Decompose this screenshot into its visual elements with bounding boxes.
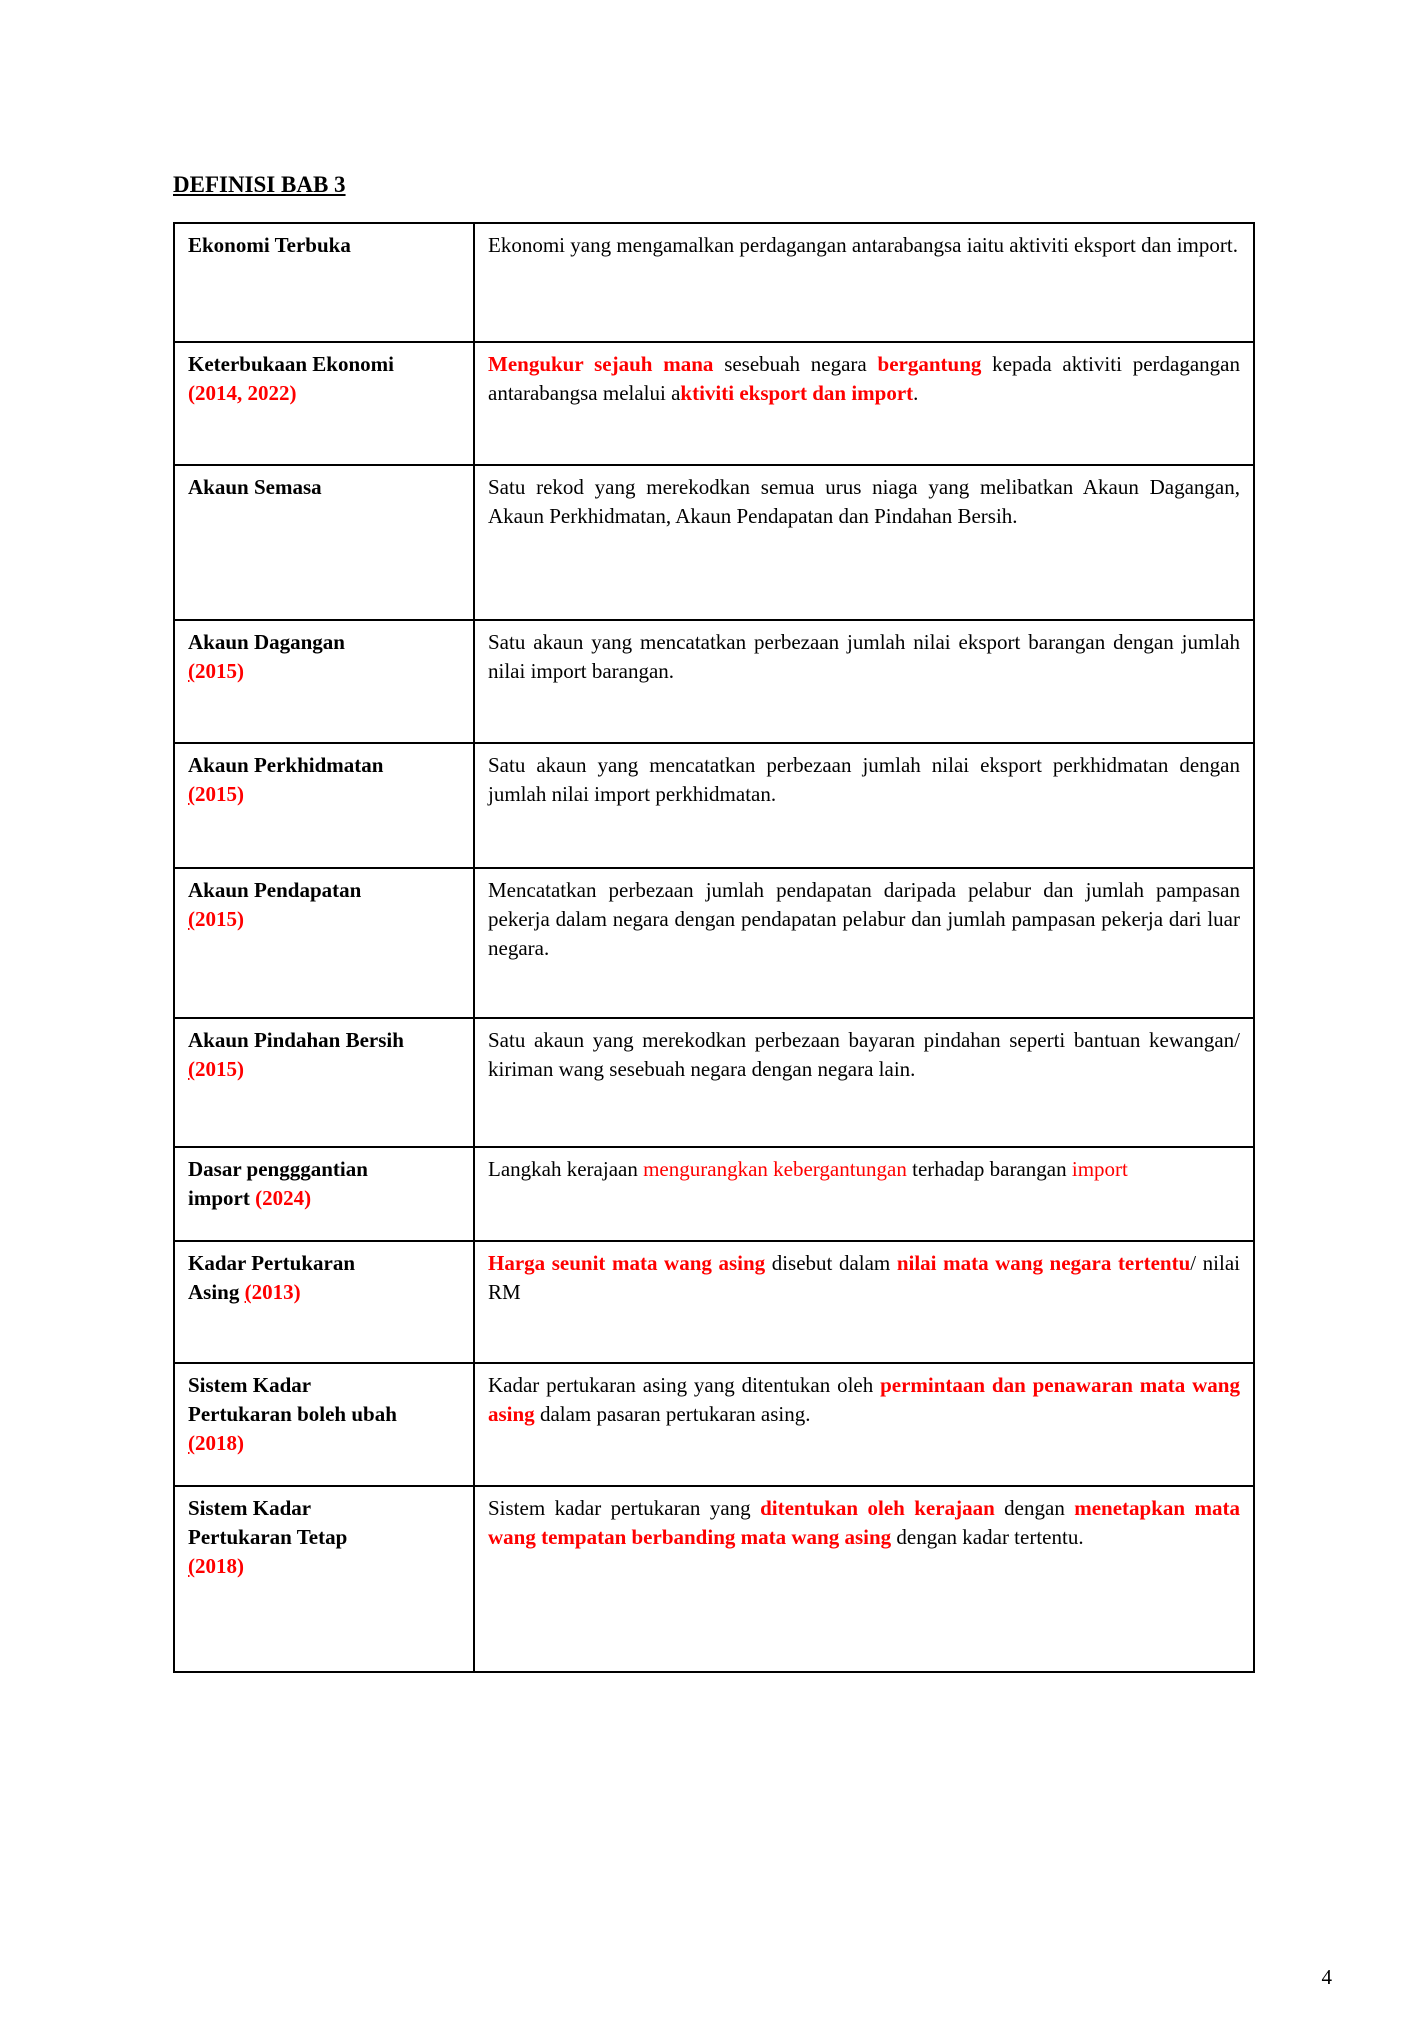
page-title: DEFINISI BAB 3 bbox=[173, 172, 346, 197]
table-row bbox=[174, 868, 1254, 1018]
definition-cell: Sistem kadar pertukaran yang ditentukan oleh kerajaan dengan menetapkan mata wang tempatan berbanding mata wang asing dengan kadar tertentu. bbox=[474, 1486, 1254, 1672]
table-row bbox=[174, 1486, 1254, 1672]
definition-cell: Langkah kerajaan mengurangkan kebergantungan terhadap barangan import bbox=[474, 1147, 1254, 1241]
term-cell: Akaun Dagangan (2015) bbox=[174, 620, 474, 743]
term-cell: Ekonomi Terbuka bbox=[174, 223, 474, 342]
table-row bbox=[174, 223, 1254, 342]
table-row bbox=[174, 342, 1254, 465]
table-row bbox=[174, 1018, 1254, 1147]
definition-cell: Mencatatkan perbezaan jumlah pendapatan daripada pelabur dan jumlah pampasan pekerja dalam negara dengan pendapatan pelabur dan jumlah pampasan pekerja dari luar negara. bbox=[474, 868, 1254, 1018]
table-row bbox=[174, 620, 1254, 743]
term-cell: Dasar pengggantian import (2024) bbox=[174, 1147, 474, 1241]
definitions-table bbox=[173, 222, 1255, 1673]
definition-cell: Satu akaun yang mencatatkan perbezaan jumlah nilai eksport barangan dengan jumlah nilai import barangan. bbox=[474, 620, 1254, 743]
table-row bbox=[174, 1363, 1254, 1486]
definition-cell: Satu akaun yang merekodkan perbezaan bayaran pindahan seperti bantuan kewangan/ kiriman wang sesebuah negara dengan negara lain. bbox=[474, 1018, 1254, 1147]
term-cell: Akaun Semasa bbox=[174, 465, 474, 620]
definition-cell: Satu rekod yang merekodkan semua urus niaga yang melibatkan Akaun Dagangan, Akaun Perkhidmatan, Akaun Pendapatan dan Pindahan Bersih. bbox=[474, 465, 1254, 620]
definition-cell: Satu akaun yang mencatatkan perbezaan jumlah nilai eksport perkhidmatan dengan jumlah nilai import perkhidmatan. bbox=[474, 743, 1254, 868]
term-cell: Sistem Kadar Pertukaran boleh ubah (2018) bbox=[174, 1363, 474, 1486]
term-cell: Akaun Pindahan Bersih (2015) bbox=[174, 1018, 474, 1147]
term-cell: Akaun Perkhidmatan (2015) bbox=[174, 743, 474, 868]
definition-cell: Kadar pertukaran asing yang ditentukan oleh permintaan dan penawaran mata wang asing dalam pasaran pertukaran asing. bbox=[474, 1363, 1254, 1486]
definition-cell: Mengukur sejauh mana sesebuah negara bergantung kepada aktiviti perdagangan antarabangsa melalui aktiviti eksport dan import. bbox=[474, 342, 1254, 465]
definition-cell: Harga seunit mata wang asing disebut dalam nilai mata wang negara tertentu/ nilai RM bbox=[474, 1241, 1254, 1363]
term-cell: Sistem Kadar Pertukaran Tetap (2018) bbox=[174, 1486, 474, 1672]
table-row bbox=[174, 743, 1254, 868]
table-row bbox=[174, 465, 1254, 620]
table-row bbox=[174, 1147, 1254, 1241]
term-cell: Kadar Pertukaran Asing (2013) bbox=[174, 1241, 474, 1363]
page-number: 4 bbox=[1321, 1965, 1332, 1989]
table-row bbox=[174, 1241, 1254, 1363]
term-cell: Keterbukaan Ekonomi (2014, 2022) bbox=[174, 342, 474, 465]
term-cell: Akaun Pendapatan (2015) bbox=[174, 868, 474, 1018]
definitions-table-body bbox=[174, 223, 1254, 1672]
definition-cell: Ekonomi yang mengamalkan perdagangan antarabangsa iaitu aktiviti eksport dan import. bbox=[474, 223, 1254, 342]
